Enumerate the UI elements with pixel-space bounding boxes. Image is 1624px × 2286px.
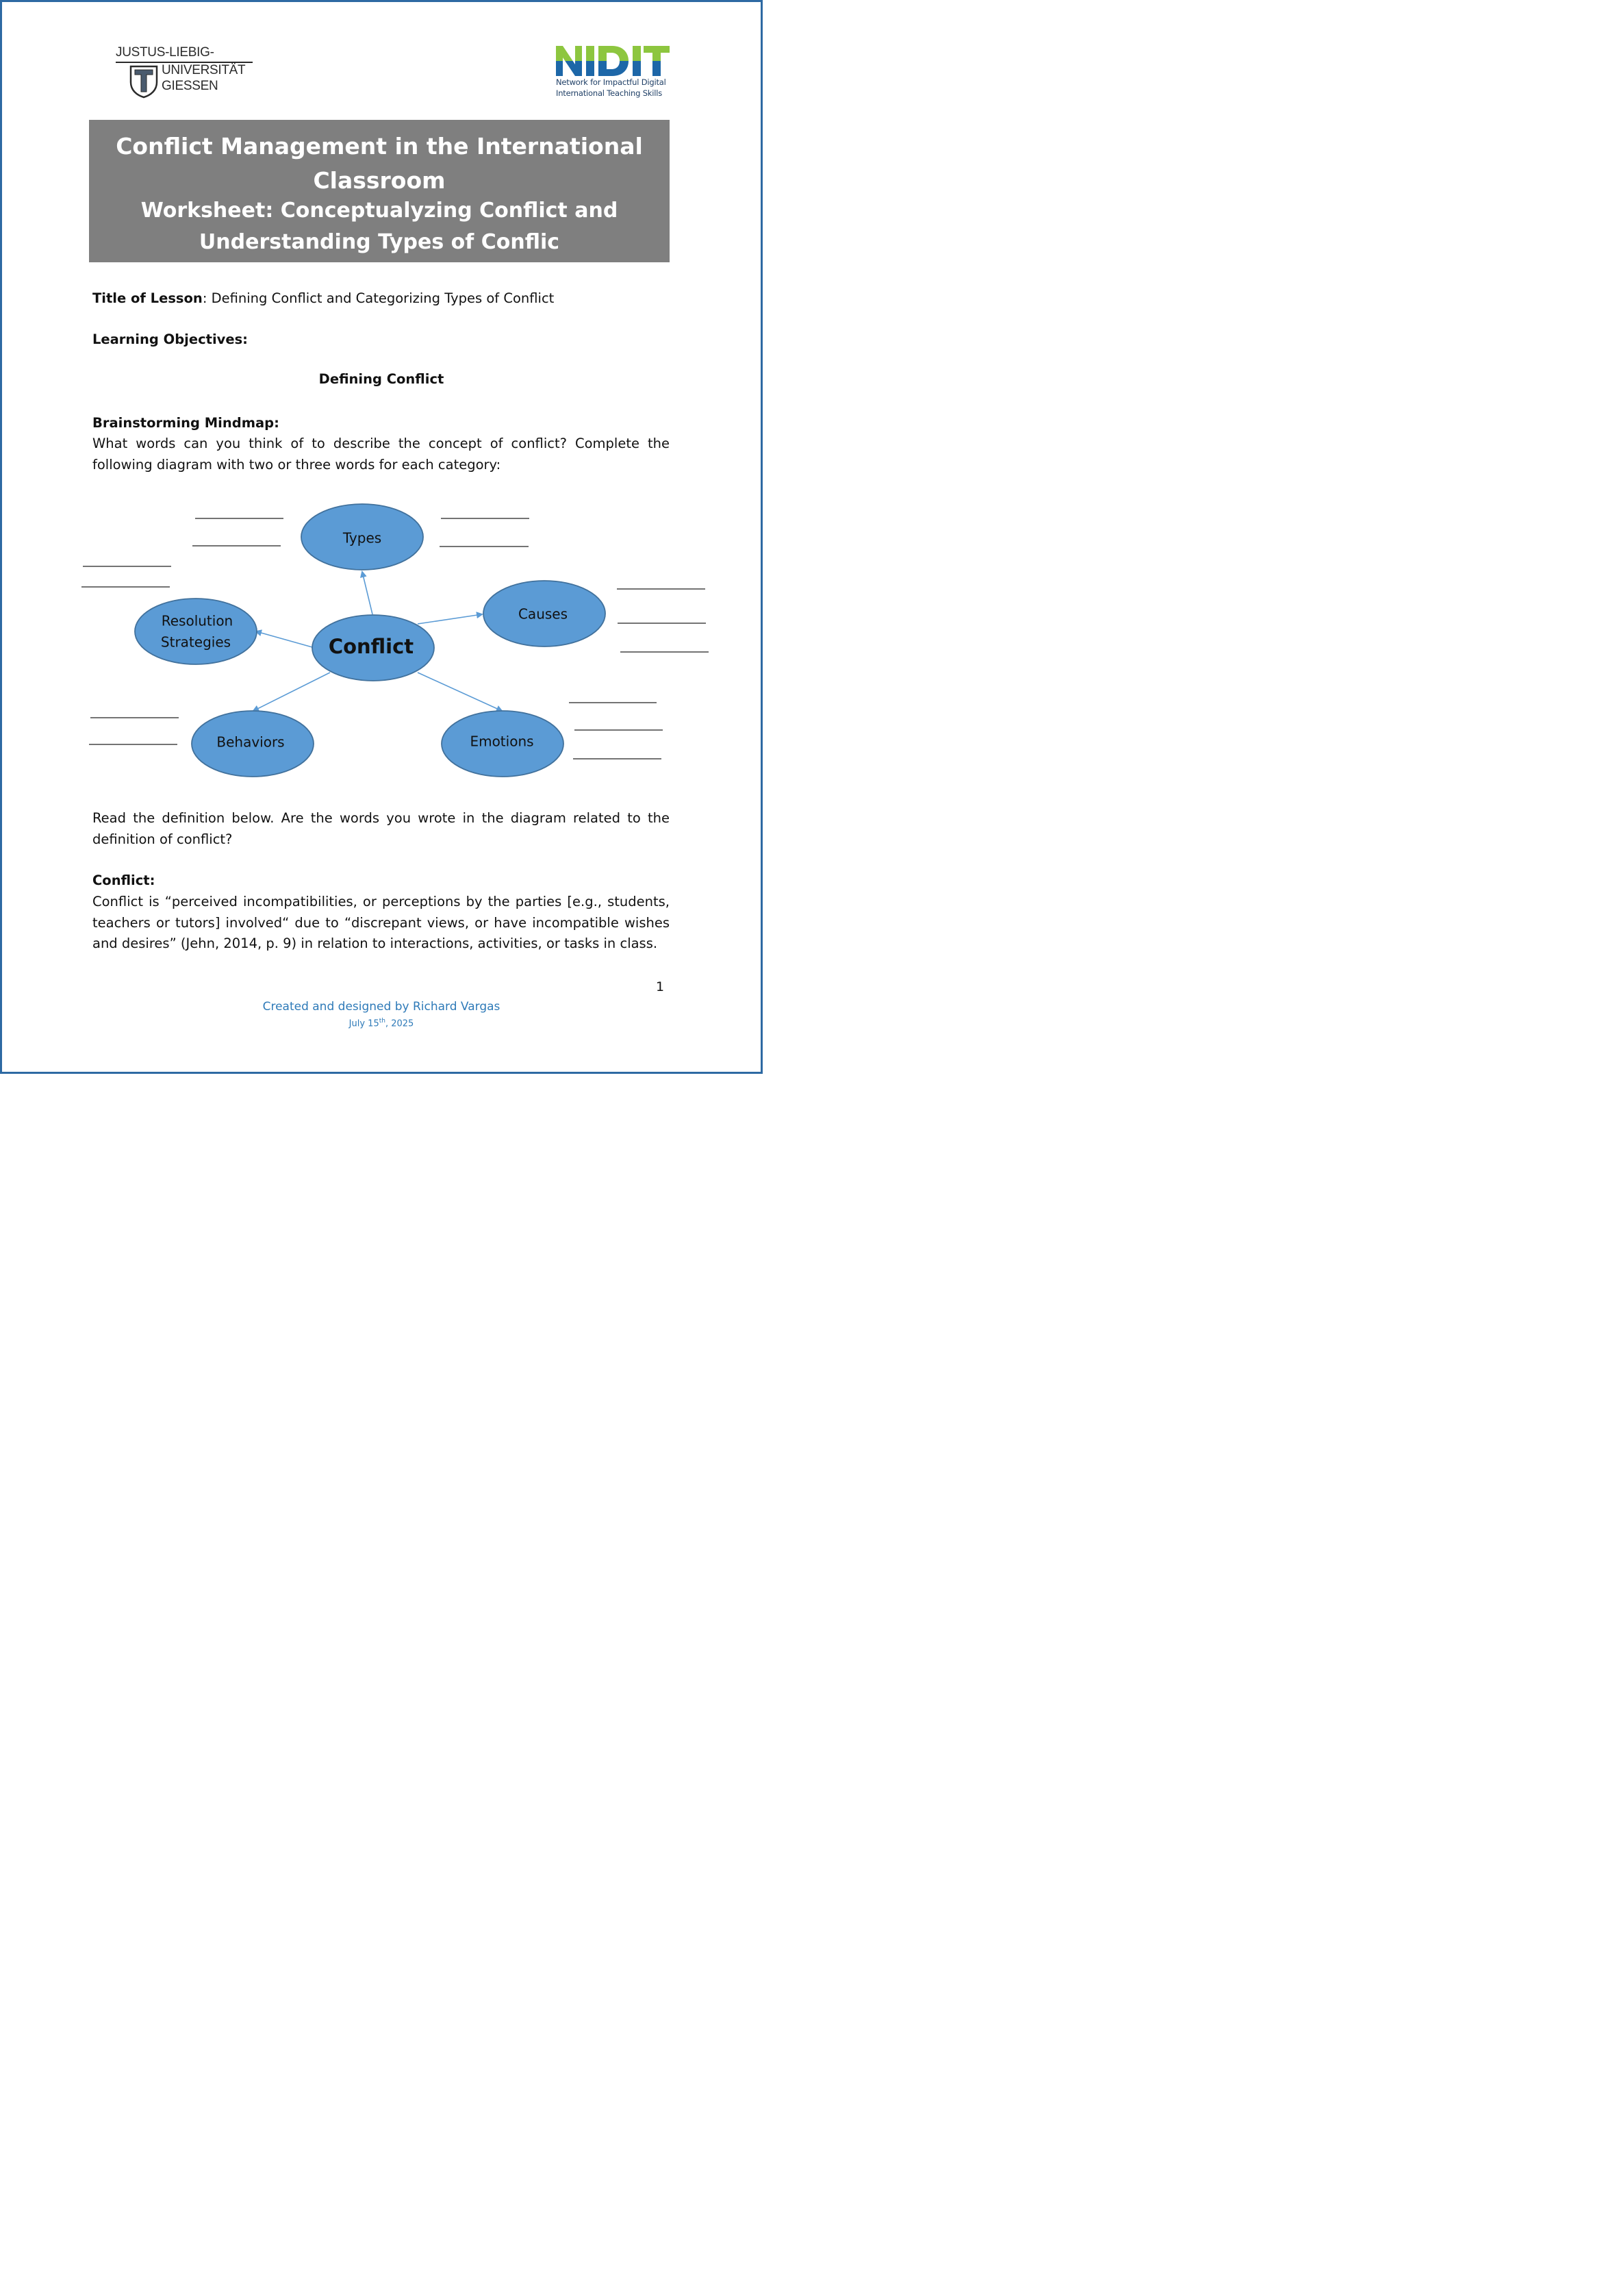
section-heading: Defining Conflict	[318, 371, 444, 387]
nidit-tagline-1: Network for Impactful Digital	[556, 77, 666, 87]
node-behaviors-label: Behaviors	[216, 733, 285, 751]
reflection-question: Read the definition below. Are the words you wrote in the diagram related to the definition of conflict?	[92, 810, 670, 847]
mindmap-heading: Brainstorming Mindmap:	[92, 415, 279, 431]
node-resolution-label-1: Resolution	[161, 612, 233, 629]
connector-types	[362, 572, 372, 614]
page-number: 1	[656, 979, 665, 994]
definition-label: Conflict:	[92, 872, 155, 888]
footer-date-sup: th	[379, 1018, 385, 1025]
footer-credit: Created and designed by Richard Vargas	[262, 1000, 500, 1014]
footer-date-suffix: , 2025	[385, 1018, 414, 1029]
node-types-label: Types	[342, 529, 382, 547]
lesson-title-line	[92, 288, 670, 310]
node-emotions-label: Emotions	[470, 733, 534, 750]
lesson-title-label: Title of Lesson	[92, 290, 203, 306]
jlu-logo-line3: GIESSEN	[162, 79, 218, 93]
conflict-mindmap-diagram	[0, 493, 763, 794]
nidit-wordmark-icon	[555, 45, 671, 77]
connector-causes	[418, 614, 482, 624]
footer-date	[0, 1018, 763, 1029]
node-resolution-strategies	[135, 599, 257, 664]
footer-date-prefix: July 15	[348, 1018, 379, 1029]
jlu-shield-icon	[129, 64, 159, 99]
mindmap-prompt: What words can you think of to describe the concept of conflict? Complete the following diagram with two or three words for each category:	[92, 436, 670, 473]
node-resolution-label-2: Strategies	[160, 633, 231, 651]
nidit-logo	[555, 45, 674, 101]
title-banner	[89, 120, 670, 262]
definition-text: Conflict is “perceived incompatibilities, or perceptions by the parties [e.g., students, teachers or tutors] involved“ due to “discrepant views, or have incompatible wishes and desires” (Jehn, 2014, p. 9) in relation to interactions, activities, or tasks in class.	[92, 894, 670, 951]
nidit-tagline-2: International Teaching Skills	[556, 88, 663, 98]
document-subtitle: Worksheet: Conceptualyzing Conflict and Understanding Types of Conflic	[140, 199, 618, 254]
node-causes-label: Causes	[518, 605, 568, 623]
learning-objectives-label: Learning Objectives:	[92, 331, 248, 347]
jlu-logo-line2: UNIVERSITÄT	[162, 63, 246, 77]
connector-emotions	[418, 673, 502, 711]
node-conflict-label: Conflict	[328, 635, 414, 658]
document-title: Conflict Management in the International Classroom	[116, 133, 643, 194]
connector-resolution	[256, 631, 312, 647]
connector-behaviors	[253, 673, 330, 711]
lesson-title-value: : Defining Conflict and Categorizing Types of Conflict	[202, 290, 555, 306]
jlu-logo	[114, 45, 254, 100]
jlu-logo-line1: JUSTUS-LIEBIG-	[116, 45, 214, 60]
